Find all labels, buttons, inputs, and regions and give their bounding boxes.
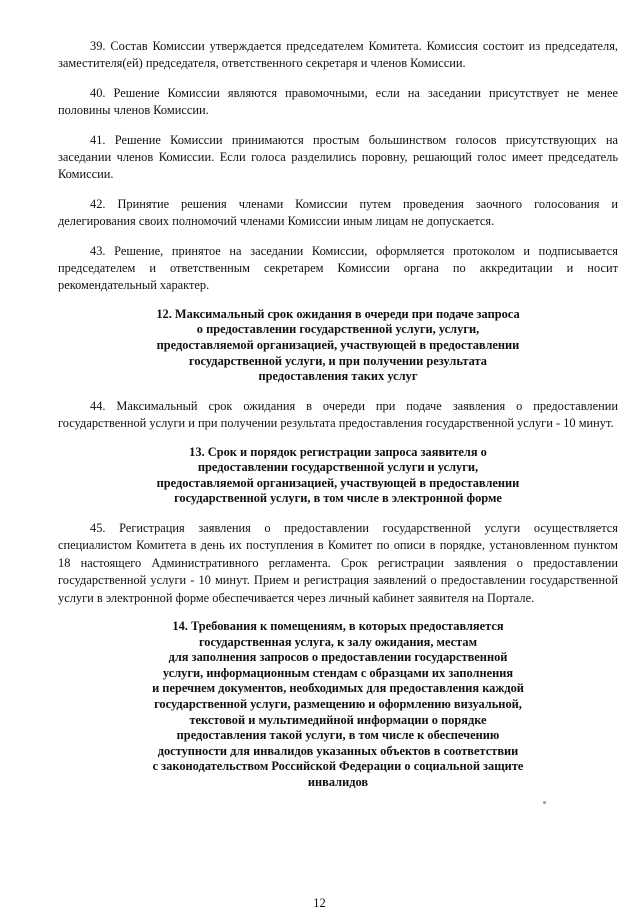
paragraph-43: 43. Решение, принятое на заседании Комиссии, оформляется протоколом и подписывается председателем и ответственным секретарем Комиссии органа по аккредитации и носит рекомендательный характер. (58, 243, 618, 293)
heading-line: государственной услуги, размещению и оформлению визуальной, (154, 697, 522, 712)
heading-line: государственной услуги, в том числе в электронной форме (174, 491, 502, 506)
section-heading-14 (58, 619, 618, 791)
heading-line: 14. Требования к помещениям, в которых предоставляется (172, 619, 504, 634)
heading-line: предоставления таких услуг (258, 369, 418, 384)
heading-line: услуги, информационным стендам с образцами их заполнения (162, 665, 514, 680)
heading-line: 13. Срок и порядок регистрации запроса заявителя о (189, 444, 487, 459)
paragraph-42: 42. Принятие решения членами Комиссии путем проведения заочного голосования и делегирования своих полномочий членами Комиссии иным лицам не допускается. (58, 196, 618, 229)
heading-line: предоставляемой организацией, участвующей в предоставлении (156, 338, 520, 353)
document-page (58, 38, 618, 804)
heading-line: инвалидов (307, 775, 369, 789)
heading-line: государственной услуги, и при получении результата (189, 353, 487, 368)
heading-line: и перечнем документов, необходимых для предоставления каждой (152, 681, 524, 696)
page-number: 12 (313, 896, 326, 910)
heading-line: предоставления такой услуги, в том числе к обеспечению (176, 728, 500, 743)
section-heading-12 (58, 307, 618, 385)
heading-line: предоставлении государственной услуги и услуги, (197, 460, 479, 475)
heading-line: предоставляемой организацией, участвующей в предоставлении (156, 475, 520, 490)
paragraph-45: 45. Регистрация заявления о предоставлении государственной услуги осуществляется специалистом Комитета в день их поступления в Комитет по описи в порядке, установленном пунктом 18 настоящего Административного регламента. Срок регистрации заявления о предоставлении государственной услуги - 10 минут. Прием и регистрация заявлений о предоставлении государственной услуги в электронной форме обеспечивается через личный кабинет заявителя на Портале. (58, 521, 618, 605)
heading-line: доступности для инвалидов указанных объектов в соответствии (157, 743, 519, 758)
paragraph-44: 44. Максимальный срок ожидания в очереди при подаче заявления о предоставлении государственной услуги и при получении результата предоставления государственной услуги - 10 минут. (58, 398, 618, 431)
scan-speck (543, 801, 546, 804)
heading-line: о предоставлении государственной услуги, услуги, (196, 322, 480, 337)
heading-line: 12. Максимальный срок ожидания в очереди при подаче запроса (156, 306, 520, 321)
paragraph-41: 41. Решение Комиссии принимаются простым большинством голосов присутствующих на заседании членов Комиссии. Если голоса разделились поровну, решающий голос имеет председатель Комиссии. (58, 132, 618, 182)
heading-line: государственная услуга, к залу ожидания, местам (198, 634, 478, 649)
paragraph-40: 40. Решение Комиссии являются правомочными, если на заседании присутствует не менее половины членов Комиссии. (58, 85, 618, 118)
heading-line: с законодательством Российской Федерации о социальной защите (152, 759, 524, 774)
heading-line: текстовой и мультимедийной информации о порядке (189, 712, 487, 727)
heading-line: для заполнения запросов о предоставлении государственной (168, 650, 508, 665)
section-heading-13 (58, 445, 618, 507)
paragraph-39: 39. Состав Комиссии утверждается председателем Комитета. Комиссия состоит из председателя, заместителя(ей) председателя, ответственного секретаря и членов Комиссии. (58, 39, 618, 71)
